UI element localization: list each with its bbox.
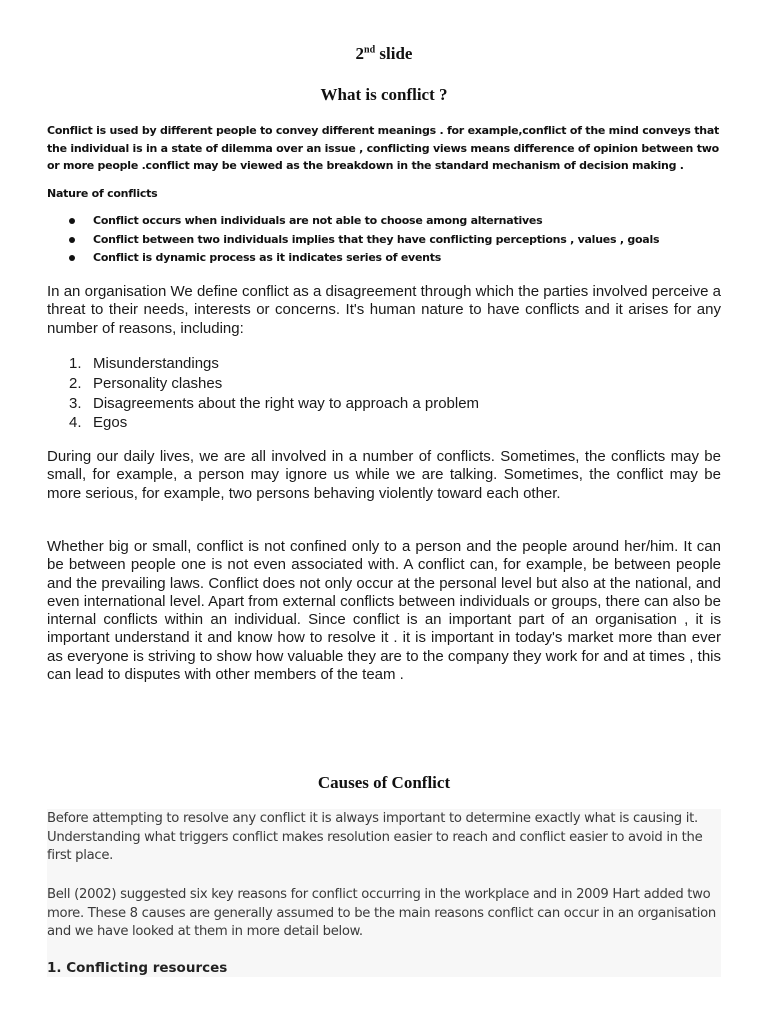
causes-section	[47, 809, 721, 977]
list-item: Conflict is dynamic process as it indicates series of events	[47, 249, 721, 268]
page-title: What is conflict ?	[320, 85, 448, 104]
causes-intro-paragraph: Before attempting to resolve any conflict it is always important to determine exactly what is causing it. Understanding what triggers conflict makes resolution easier to reach and conflict easier to avoid in the first place.	[47, 811, 703, 864]
nature-list	[47, 212, 721, 268]
list-item: 2. Personality clashes	[69, 374, 223, 392]
reasons-list	[47, 355, 479, 434]
list-item: Conflict occurs when individuals are not able to choose among alternatives	[47, 212, 721, 231]
slide-suffix: nd	[364, 44, 376, 56]
list-item: 1. Misunderstandings	[69, 355, 219, 372]
slide-label	[47, 44, 721, 64]
causes-title: Causes of Conflict	[317, 773, 451, 792]
slide-number: 2	[355, 44, 365, 63]
intro-paragraph: Conflict is used by different people to convey different meanings . for example,conflict of the mind conveys that the individual is in a state of dilemma over an issue , conflicting views means difference of opinion between two or more people .conflict may be viewed as the breakdown in the standard mechanism of decision making .	[47, 124, 720, 172]
list-item: 3. Disagreements about the right way to approach a problem	[69, 394, 480, 412]
nature-heading: Nature of conflicts	[47, 187, 158, 200]
daily-lives-paragraph: During our daily lives, we are all involved in a number of conflicts. Sometimes, the conflicts may be small, for example, a person may ignore us while we are talking. Sometimes, the conflict may be more serious, for example, two persons behaving violently toward each other.	[47, 448, 721, 502]
bullet-icon	[69, 237, 75, 243]
conflicting-resources-heading: 1. Conflicting resources	[47, 960, 228, 976]
bullet-icon	[69, 255, 75, 261]
big-or-small-paragraph: Whether big or small, conflict is not confined only to a person and the people around her/him. It can be between people one is not even associated with. A conflict can, for example, be between people and the prevailing laws. Conflict does not only occur at the personal level but also at the national, and even international level. Apart from external conflicts between individuals or groups, there can also be internal conflicts within an individual. Since conflict is an important part of an organisation , it is important understand it and know how to resolve it . it is important in today's market more than ever as everyone is striving to show how valuable they are to the company they work for and at times , this can lead to disputes with other members of the team .	[47, 538, 721, 684]
list-item: 4. Egos	[69, 414, 128, 432]
causes-bell-paragraph: Bell (2002) suggested six key reasons for conflict occurring in the workplace and in 2009 Hart added two more. These 8 causes are generally assumed to be the main reasons conflict can occur in an organisation and we have looked at them in more detail below.	[47, 887, 716, 940]
list-item: Conflict between two individuals implies that they have conflicting perceptions , values , goals	[47, 231, 721, 250]
bullet-icon	[69, 218, 75, 224]
definition-paragraph: In an organisation We define conflict as a disagreement through which the parties involved perceive a threat to their needs, interests or concerns. It's human nature to have conflicts and it arises for any number of reasons, including:	[47, 283, 721, 337]
slide-word: slide	[379, 44, 413, 63]
